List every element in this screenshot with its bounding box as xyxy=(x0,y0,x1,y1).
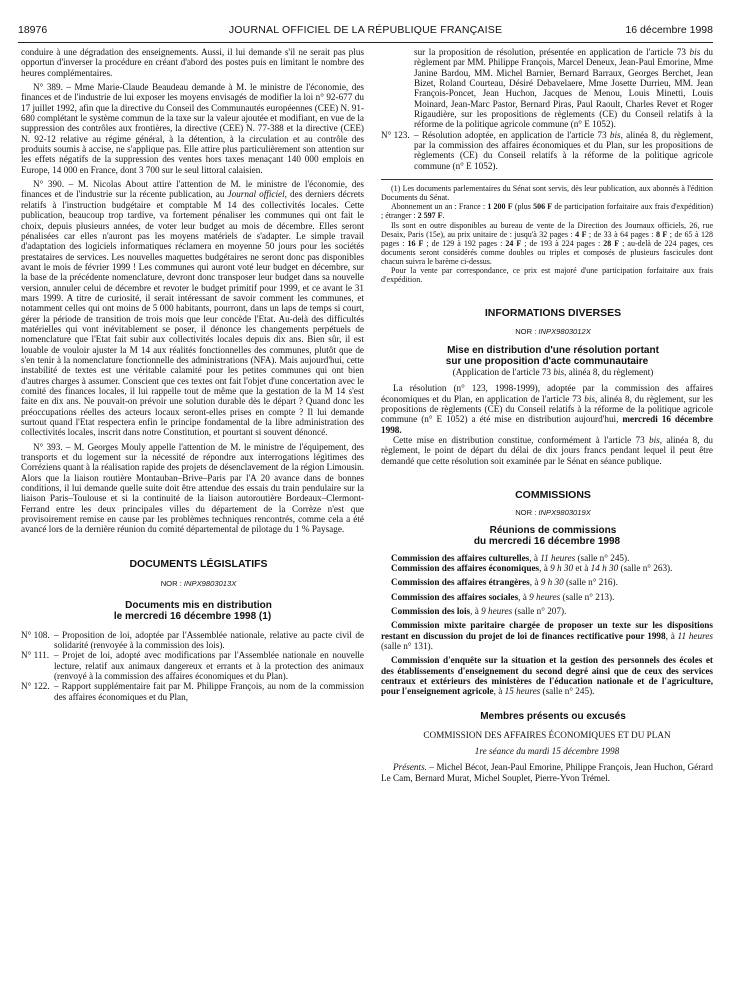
commission-entry: Commission des affaires étrangères, à 9 h 30 (salle n° 216). xyxy=(391,577,618,588)
left-column xyxy=(21,47,364,702)
question-389: N° 389. – Mme Marie-Claude Beaudeau demande à M. le ministre de l'économie, des finances et de l'industrie de lui exposer les moyens envisagés de modifier la loi n° 92-677 du 17 juillet 1992, afin que la directive du Conseil des Communautés européennes (CEE) N. 91-680 complétant le système commun de la taxe sur la valeur ajoutée et modifiant, en vue de la suppression des contrôles aux frontières, la directive (CEE) N. 77-388 et la directive (CEE) N. 92-12 relative au régime général, à la détention, à la circulation et au contrôle des produits soumis à accise, ne s'applique pas. Elle attire plus particulièrement son attention sur les effets négatifs de la suppression des ventes hors taxes menaçant 140 000 emplois en Europe, 14 000 en France, dont 3 700 sur le seul littoral calaisien. xyxy=(21,82,364,175)
informations-paragraph: La résolution (n° 123, 1998-1999), adoptée par la commission des affaires économiques et du Plan, en application de l'article 73 bis, alinéa 8, du règlement, sur les propositions de règlements (CE) du Conseil relatifs à la réforme de la politique agricole commune (n° E 1052) a été mise en distribution aujourd'hui, mercredi 16 décembre 1998. xyxy=(381,383,713,435)
commission-entry: Commission d'enquête sur la situation et la gestion des personnels des écoles et des établissements d'enseignement du second degré ainsi que de ceux des services centraux et extérieurs des ministères de l'éducation nationale et de l'agriculture, pour l'enseignement agricole, à 15 heures (salle n° 245). xyxy=(381,655,713,697)
informations-paragraph: Cette mise en distribution constitue, conformément à l'article 73 bis, alinéa 8, du règlement, le point de départ du délai de dix jours francs pendant lequel il peut être demandé que cette résolution soit examinée par le Sénat en séance publique. xyxy=(381,434,713,466)
nor-reference: NOR : INPX9803012X xyxy=(515,326,591,336)
nor-reference: NOR : INPX9803019X xyxy=(515,508,591,518)
journal-title: JOURNAL OFFICIEL DE LA RÉPUBLIQUE FRANÇAISE xyxy=(228,24,503,36)
commission-list xyxy=(381,553,713,697)
commission-entry: Commission des affaires culturelles, à 11 heures (salle n° 245). xyxy=(391,552,630,563)
document-item-continuation: sur la proposition de résolution, présentée en application de l'article 73 bis du règlement par MM. Philippe François, Marcel Deneux, Jean-Paul Emorine, Mme Janine Bardou, MM. Michel Barnier, Bernard Barraux, Georges Berchet, Jean Bizet, Roland Courteau, Désiré Debavelaere, Mme Josette Durrieu, MM. Jean François-Poncet, Jean Huchon, Jacques de Menou, Louis Minetti, Louis Moinard, Jean-Marc Pastor, Bernard Piras, Paul Raoult, Charles Revet et Roger Rigaudière, sur les propositions de règlements (CE) du Conseil relatifs à la réforme de la politique agricole commune (n° E 1052). xyxy=(414,47,714,130)
question-390: N° 390. – M. Nicolas About attire l'attention de M. le ministre de l'économie, des finances et de l'industrie sur la récente publication, au Journal officiel, des derniers décrets relatifs à l'instruction budgétaire et comptable M 14 des collectivités locales. Cette publication, beaucoup trop tardive, va fortement pénaliser les communes qui ont fait le choix, depuis plusieurs années, de voter leur budget au mois de décembre. Elles seront pénalisées car elles n'auront pas les moyens matériels de s'adapter. Le simple travail d'adaptation des logiciels informatiques réclamera en moyenne 50 jours pour les sociétés prestataires de services. Les nouvelles maquettes budgétaires ne seront donc pas disponibles avant le mois de février 1999 ! Les communes qui auront voté leur budget en décembre, sur la base de la précédente nomenclature, devront donc transposer leur budget dans sa nouvelle version, annuler celui de décembre et revoter le budget primitif pour 1999, et ce avant le 31 mars 1999. A titre de curiosité, il serait intéressant de savoir comment les communes, et notamment celles qui ont moins de 5 000 habitants, pourront, dans un laps de temps si court, gérer la période de transition de trois mois que leur concède l'Etat. Au-delà des difficultés matérielles qui vont inévitablement se poser, il dénonce les changements perpétuels de nomenclature que l'Etat fait subir aux collectivités locales depuis dix ans. Bien sûr, il est louable de vouloir ajuster la M 14 aux réalités fonctionnelles des communes, plutôt que de s'en tenir à la nomenclature fonctionnelle des administrations (NFA). Mais aujourd'hui, cette instabilité de textes est une véritable calamité pour les petites communes qui ont bien d'autres charges à assumer. Conscient que ces textes ont fait l'objet d'une concertation avec le comité des finances locales, il lui rappelle tout de même que la gestation de la M 14 s'est faite en dix ans. Ne pouvait-on prévoir une solution durable dès le départ ? Quand donc les préoccupations réelles des acteurs locaux seront-elles prises en compte ? Il lui demande surtout quand l'Etat respectera enfin le principe fondamental de la libre administration des collectivités locales, inscrit dans notre Constitution, et pourtant si souvent dénoncé. xyxy=(21,179,365,438)
informations-subtitle: Mise en distribution d'une résolution portant sur une proposition d'acte communautaire xyxy=(445,344,659,367)
page-header xyxy=(18,24,713,40)
members-seance: 1re séance du mardi 15 décembre 1998 xyxy=(474,746,620,757)
section-title-commissions: COMMISSIONS xyxy=(515,488,591,501)
commissions-subtitle: Réunions de commissions du mercredi 16 décembre 1998 xyxy=(473,524,621,547)
footnote: (1) Les documents parlementaires du Sénat sont servis, dès leur publication, aux abonnés à l'édition Documents du Sénat. Abonnement un an : France : 1 200 F (plus 506 F de participation forfaitaire aux frais d'expédition) ; étranger : 2 597 F. Ils sont en outre disponibles au bureau de vente de la Direction des Journaux officiels, 26, rue Desaix, Paris (15e), au prix unitaire de : jusqu'à 32 pages : 4 F ; de 33 à 64 pages : 8 F ; de 65 à 128 pages : 16 F ; de 129 à 192 pages : 24 F ; de 193 à 224 pages : 28 F ; au-delà de 224 pages, ces documents seront considérés comme doubles ou triples et composés de plusieurs fascicules dont chacun suivra le barème ci-dessus. Pour la vente par correspondance, ce prix est majoré d'une participation forfaitaire aux frais d'expédition. xyxy=(381,184,714,285)
issue-date: 16 décembre 1998 xyxy=(625,24,713,36)
question-393: N° 393. – M. Georges Mouly appelle l'attention de M. le ministre de l'équipement, des transports et du logement sur la nécessité de répondre aux interrogations légitimes des Corréziens quant à la réalisation rapide des projets de désenclavement de la région Limousin. Alors que la liaison routière Montauban–Brive–Paris par l'A 20 avance dans de bonnes conditions, il lui demande quelle suite doit être attendue des essais du train pendulaire sur la liaison Paris–Toulouse et si la continuité de la liaison autoroutière Bordeaux–Clermont-Ferrand entre les deux principales villes du département de la Corrèze n'est que provisoirement remise en cause par les problèmes techniques rencontrés, comme cela a été avancé lors de la dernière réunion du comité départemental de pilotage du 1 % Paysage. xyxy=(21,441,364,535)
commission-entry: Commission mixte paritaire chargée de proposer un texte sur les dispositions restant en discussion du projet de loi de finances rectificative pour 1998, à 11 heures (salle n° 131). xyxy=(381,620,713,652)
page-number: 18976 xyxy=(18,24,48,36)
commission-entry: Commission des affaires économiques, à 9 h 30 et à 14 h 30 (salle n° 263). xyxy=(391,562,673,573)
members-commission: COMMISSION DES AFFAIRES ÉCONOMIQUES ET DU PLAN xyxy=(423,729,671,740)
nor-reference: NOR : INPX9803013X xyxy=(160,579,237,589)
document-item: N° 111. – Projet de loi, adopté avec modifications par l'Assemblée nationale en nouvelle lecture, relatif aux animaux dangereux et errants et à la protection des animaux (renvoyé à la commission des affaires économiques et du Plan). xyxy=(21,650,364,681)
commission-entry: Commission des lois, à 9 heures (salle n° 207). xyxy=(391,606,567,616)
commission-entry: Commission des affaires sociales, à 9 heures (salle n° 213). xyxy=(391,591,615,602)
members-title: Membres présents ou excusés xyxy=(480,710,626,722)
document-item: N° 122. – Rapport supplémentaire fait par M. Philippe François, au nom de la commission des affaires économiques et du Plan, xyxy=(21,681,364,702)
informations-application: (Application de l'article 73 bis, alinéa 8, du règlement) xyxy=(452,366,654,377)
right-column xyxy=(381,47,713,783)
members-present: Présents. – Michel Bécot, Jean-Paul Emorine, Philippe François, Jean Huchon, Gérard Le Cam, Bernard Murat, Michel Souplet, Pierre-Yvon Trémel. xyxy=(381,762,713,783)
section-title-informations: INFORMATIONS DIVERSES xyxy=(484,307,622,320)
question-continuation: conduire à une dégradation des enseignements. Aussi, il lui demande s'il ne serait pas plus opportun d'inverser la procédure en créant d'abord des postes puis en limitant le nombre des heures complémentaires. xyxy=(21,47,364,78)
section-title-documents: DOCUMENTS LÉGISLATIFS xyxy=(129,557,268,570)
document-item: N° 108. – Proposition de loi, adoptée par l'Assemblée nationale, relative au pacte civil de solidarité (renvoyée à la commission des lois). xyxy=(21,629,364,650)
document-item: N° 123. – Résolution adoptée, en application de l'article 73 bis, alinéa 8, du règlement, par la commission des affaires économiques et du Plan, sur les propositions de règlements (CE) du Conseil relatifs à la réforme de la politique agricole commune (n° E 1052). xyxy=(381,129,713,171)
header-rule xyxy=(18,42,713,43)
documents-subtitle: Documents mis en distribution le mercredi 16 décembre 1998 (1) xyxy=(113,599,272,622)
